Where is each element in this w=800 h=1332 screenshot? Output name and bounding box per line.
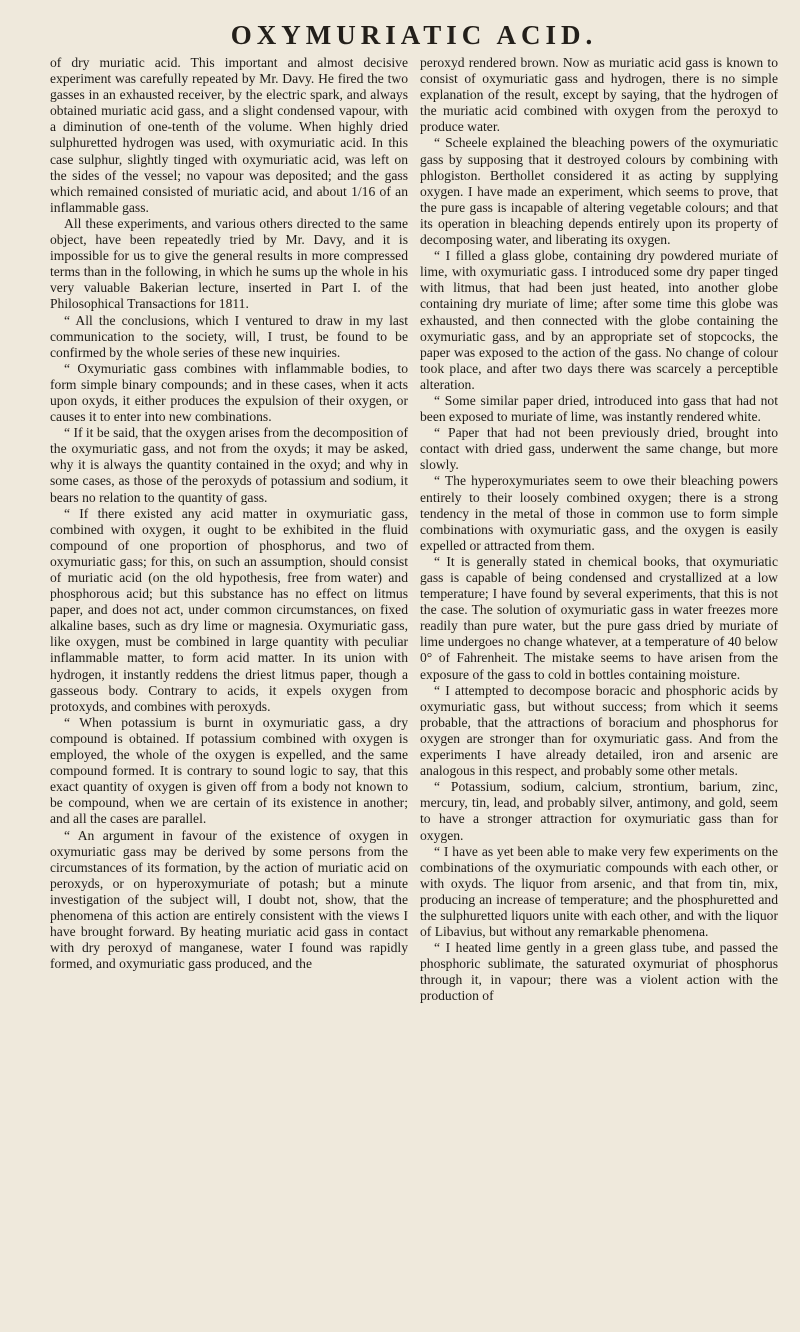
paragraph: of dry muriatic acid. This important and almost decisive experiment was carefully repeated by Mr. Davy. He fired the two gasses in an exhausted receiver, by the electric spark, and always obtained muriatic acid gass, and a slight condensed vapour, with a diminution of one-tenth of the volume. When highly dried sulphuretted hydrogen was used, with oxymuriatic acid. In this case sulphur, slightly tinged with oxymuriatic acid, was left on the sides of the vessel; no vapour was deposited; and the gass which remained consisted of muriatic acid, and about 1/16 of an inflammable gass.	[50, 55, 408, 215]
left-column	[50, 55, 408, 1005]
text-columns	[50, 55, 778, 1005]
paragraph: “ It is generally stated in chemical books, that oxymuriatic gass is capable of being condensed and crystallized at a low temperature; I have found by several experiments, that this is not the case. The solution of oxymuriatic gass in water freezes more readily than pure water, but the pure gass dried by muriate of lime undergoes no change whatever, at a temperature of 40 below 0° of Fahrenheit. The mistake seems to have arisen from the exposure of the gass to cold in bottles containing moisture.	[420, 553, 778, 682]
paragraph: “ If there existed any acid matter in oxymuriatic gass, combined with oxygen, it ought to be exhibited in the fluid compound of one proportion of phosphorus, and two of oxymuriatic gass; for this, on such an assumption, should consist of muriatic acid (on the old hypothesis, free from water) and phosphorous acid; but this substance has no effect on litmus paper, and does not act, under common circumstances, on fixed alkaline bases, such as dry lime or magnesia. Oxymuriatic gass, like oxygen, must be combined in large quantity with peculiar inflammable matter, to form acid matter. In its union with hydrogen, it instantly reddens the driest litmus paper, though a gasseous body. Contrary to acids, it expels oxygen from protoxyds, and combines with peroxyds.	[50, 505, 408, 714]
paragraph: All these experiments, and various others directed to the same object, have been repeatedly tried by Mr. Davy, and it is impossible for us to give the general results in more compressed terms than in the following, in which he sums up the whole in his very valuable Bakerian lecture, inserted in Part I. of the Philosophical Transactions for 1811.	[50, 215, 408, 312]
paragraph: “ I filled a glass globe, containing dry powdered muriate of lime, with oxymuriatic gass. I introduced some dry paper tinged with litmus, that had been just heated, into another globe containing dry muriate of lime; after some time this globe was exhausted, and then connected with the globe containing the oxymuriatic gass, and by an appropriate set of stopcocks, the paper was exposed to the action of the gass. No change of colour took place, and after two days there was scarcely a perceptible alteration.	[420, 248, 778, 392]
paragraph: “ Paper that had not been previously dried, brought into contact with dried gass, underwent the same change, but more slowly.	[420, 425, 778, 473]
paragraph: “ Scheele explained the bleaching powers of the oxymuriatic gass by supposing that it destroyed colours by combining with phlogiston. Berthollet considered it as acting by supplying oxygen. I have made an experiment, which seems to prove, that the pure gass is incapable of altering vegetable colours; and that its operation in bleaching depends entirely upon its property of decomposing water, and liberating its oxygen.	[420, 135, 778, 248]
paragraph: “ The hyperoxymuriates seem to owe their bleaching powers entirely to their loosely combined oxygen; there is a strong tendency in the metal of those in common use to form simple combinations with oxymuriatic gass, and the oxygen is easily expelled or attracted from them.	[420, 473, 778, 553]
paragraph: “ When potassium is burnt in oxymuriatic gass, a dry compound is obtained. If potassium combined with oxygen is employed, the whole of the oxygen is expelled, and the same compound formed. It is contrary to sound logic to say, that this exact quantity of oxygen is given off from a body not known to be compound, when we are certain of its existence in another; and all the cases are parallel.	[50, 714, 408, 827]
running-header: OXYMURIATIC ACID.	[230, 20, 598, 50]
right-column	[420, 55, 778, 1005]
paragraph: “ Some similar paper dried, introduced into gass that had not been exposed to muriate of lime, was instantly rendered white.	[420, 392, 778, 425]
paragraph: peroxyd rendered brown. Now as muriatic acid gass is known to consist of oxymuriatic gass and hydrogen, there is no simple explanation of the result, except by saying, that the hydrogen of the muriatic acid combined with oxygen from the peroxyd to produce water.	[420, 55, 778, 135]
paragraph: “ I have as yet been able to make very few experiments on the combinations of the oxymuriatic compounds with each other, or with oxyds. The liquor from arsenic, and that from tin, mix, producing an increase of temperature; and the phosphuretted and the sulphuretted liquors unite with each other, and with the liquor of Libavius, but without any remarkable phenomena.	[420, 843, 778, 940]
paragraph: “ I attempted to decompose boracic and phosphoric acids by oxymuriatic gass, but without success; from which it seems probable, that the attractions of boracium and phosphorus for oxygen are stronger than for oxymuriatic gass. And from the experiments I have already detailed, iron and arsenic are analogous in this respect, and probably some other metals.	[420, 682, 778, 779]
paragraph: “ If it be said, that the oxygen arises from the decomposition of the oxymuriatic gass, and not from the oxyds; it may be asked, why it is always the quantity contained in the oxyd; and why in some cases, as those of the peroxyds of potassium and sodium, it bears no relation to the quantity of gass.	[50, 425, 408, 505]
paragraph: “ All the conclusions, which I ventured to draw in my last communication to the society, will, I trust, be found to be confirmed by the whole series of these new inquiries.	[50, 312, 408, 360]
paragraph: “ Oxymuriatic gass combines with inflammable bodies, to form simple binary compounds; and in these cases, when it acts upon oxyds, it either produces the expulsion of their oxygen, or causes it to enter into new combinations.	[50, 360, 408, 425]
paragraph: “ An argument in favour of the existence of oxygen in oxymuriatic gass may be derived by some persons from the circumstances of its formation, by the action of muriatic acid on peroxyds, or on hyperoxymuriate of potash; but a minute investigation of the subject will, I doubt not, show, that the phenomena of this action are entirely consistent with the views I have brought forward. By heating muriatic acid gass in contact with dry peroxyd of manganese, water I found was rapidly formed, and oxymuriatic gass produced, and the	[50, 827, 408, 972]
paragraph: “ Potassium, sodium, calcium, strontium, barium, zinc, mercury, tin, lead, and probably silver, antimony, and gold, seem to have a stronger attraction for oxymuriatic gass than for oxygen.	[420, 779, 778, 843]
paragraph: “ I heated lime gently in a green glass tube, and passed the phosphoric sublimate, the saturated oxymuriat of phosphorus through it, in vapour; there was a violent action with the production of	[420, 940, 778, 1004]
